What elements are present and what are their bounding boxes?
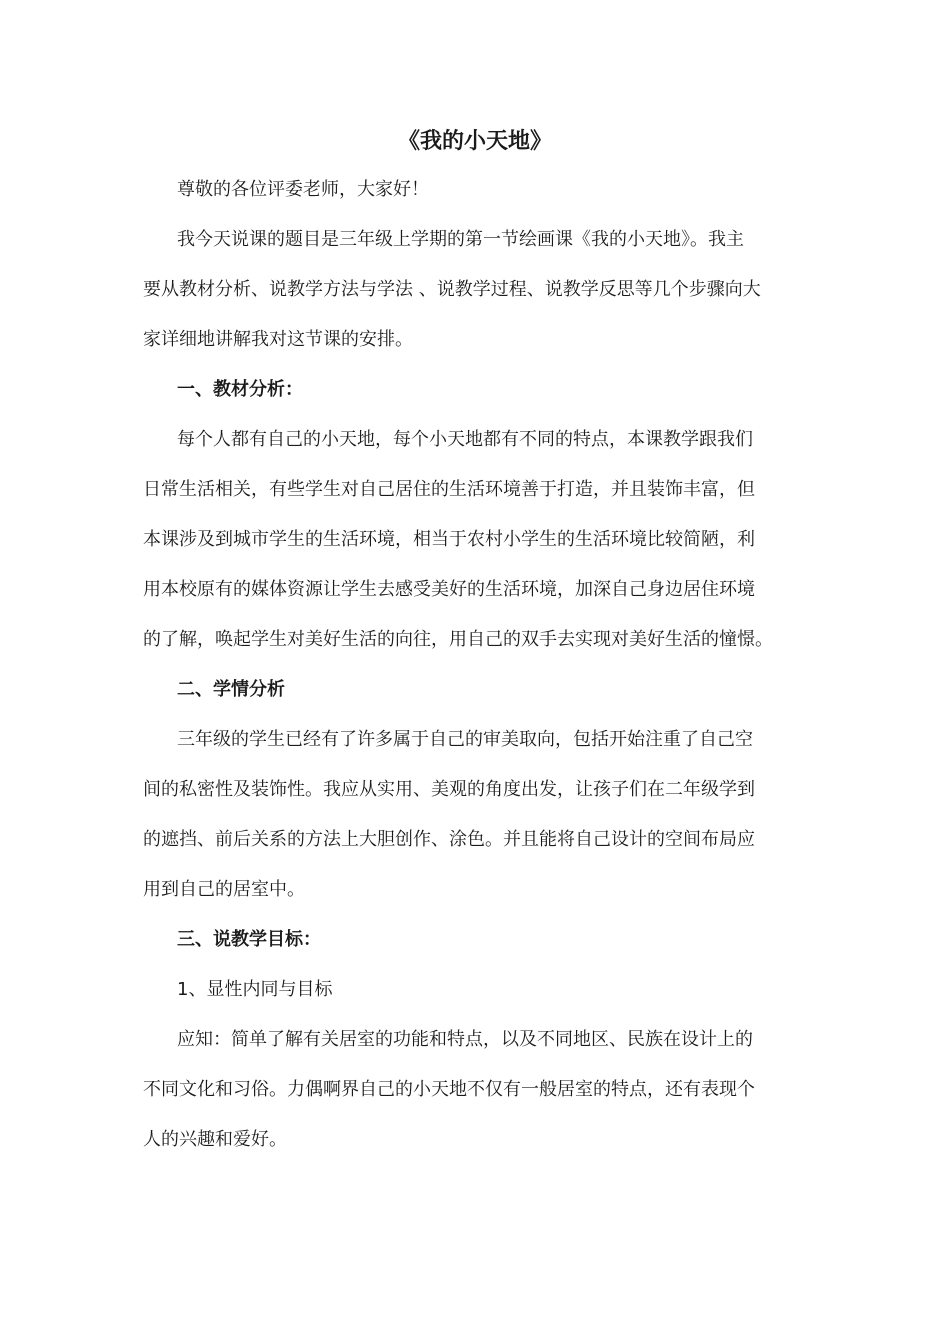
section1-line: 用本校原有的媒体资源让学生去感受美好的生活环境，加深自己身边居住环境	[143, 579, 755, 600]
section2-line: 的遮挡、前后关系的方法上大胆创作、涂色。并且能将自己设计的空间布局应	[143, 829, 755, 850]
greeting: 尊敬的各位评委老师，大家好！	[177, 179, 429, 200]
section2-line: 用到自己的居室中。	[143, 879, 305, 900]
intro-line: 要从教材分析、说教学方法与学法 、说教学过程、说教学反思等几个步骤向大	[143, 279, 761, 300]
document-title: 《我的小天地》	[397, 129, 552, 154]
section1-line: 每个人都有自己的小天地，每个小天地都有不同的特点，本课教学跟我们	[177, 429, 753, 450]
intro-line: 家详细地讲解我对这节课的安排。	[143, 329, 413, 350]
section-heading-student-analysis: 二、学情分析	[177, 679, 285, 700]
section2-line: 三年级的学生已经有了许多属于自己的审美取向，包括开始注重了自己空	[177, 729, 753, 750]
section3-line: 人的兴趣和爱好。	[143, 1129, 287, 1150]
section1-line: 的了解，唤起学生对美好生活的向往，用自己的双手去实现对美好生活的憧憬。	[143, 629, 773, 650]
section-heading-textbook-analysis: 一、教材分析：	[177, 379, 303, 400]
section2-line: 间的私密性及装饰性。我应从实用、美观的角度出发，让孩子们在二年级学到	[143, 779, 755, 800]
section1-line: 日常生活相关，有些学生对自己居住的生活环境善于打造，并且装饰丰富，但	[143, 479, 755, 500]
section1-line: 本课涉及到城市学生的生活环境，相当于农村小学生的生活环境比较简陋，利	[143, 529, 755, 550]
section-heading-teaching-goals: 三、说教学目标：	[177, 929, 321, 950]
section3-line: 应知：简单了解有关居室的功能和特点，以及不同地区、民族在设计上的	[177, 1029, 753, 1050]
subsection-heading: 1、显性内同与目标	[177, 979, 333, 1000]
section3-line: 不同文化和习俗。力偶啊界自己的小天地不仅有一般居室的特点，还有表现个	[143, 1079, 755, 1100]
intro-line: 我今天说课的题目是三年级上学期的第一节绘画课《我的小天地》。我主	[177, 229, 744, 250]
